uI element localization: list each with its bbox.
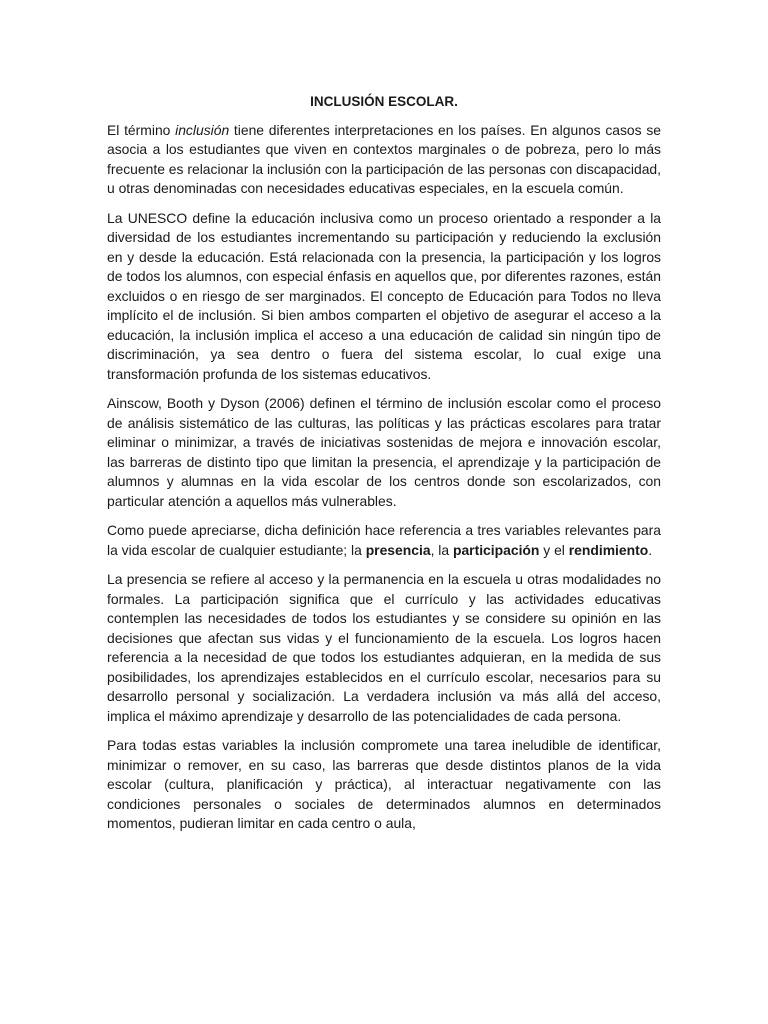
document-page <box>107 92 661 844</box>
paragraph-2: La UNESCO define la educación inclusiva como un proceso orientado a responder a la diversidad de los estudiantes incrementando su participación y reduciendo la exclusión en y desde la educación. Está relacionada con la presencia, la participación y los logros de todos los alumnos, con especial énfasis en aquellos que, por diferentes razones, están excluidos o en riesgo de ser marginados. El concepto de Educación para Todos no lleva implícito el de inclusión. Si bien ambos comparten el objetivo de asegurar el acceso a la educación, la inclusión implica el acceso a una educación de calidad sin ningún tipo de discriminación, ya sea dentro o fuera del sistema escolar, lo cual exige una transformación profunda de los sistemas educativos. <box>107 209 661 382</box>
paragraph-4-bold-presencia: presencia <box>365 541 431 558</box>
document-title: INCLUSIÓN ESCOLAR. <box>310 94 458 109</box>
paragraph-4 <box>107 521 661 560</box>
paragraph-4-text-c: , la <box>430 541 453 558</box>
paragraph-4-bold-rendimiento: rendimiento <box>568 541 649 558</box>
paragraph-4-bold-participacion: participación <box>452 541 540 558</box>
paragraph-1-italic-term: inclusión <box>175 121 230 138</box>
paragraph-4-text-a: Como puede apreciarse, dicha definición hace referencia a tres variables relevantes para la vida escolar de cualquier estudiante; la <box>107 522 661 558</box>
paragraph-4-text-e: y el <box>539 541 569 558</box>
paragraph-5: La presencia se refiere al acceso y la permanencia en la escuela u otras modalidades no formales. La participación significa que el currículo y las actividades educativas contemplen las necesidades de todos los estudiantes y se considere su opinión en las decisiones que afectan sus vidas y el funcionamiento de la escuela. Los logros hacen referencia a la necesidad de que todos los estudiantes adquieran, en la medida de sus posibilidades, los aprendizajes establecidos en el currículo escolar, necesarios para su desarrollo personal y socialización. La verdadera inclusión va más allá del acceso, implica el máximo aprendizaje y desarrollo de las potencialidades de cada persona. <box>107 571 661 724</box>
paragraph-1-text-a: El término <box>107 121 176 138</box>
paragraph-4-text-g: . <box>648 541 653 558</box>
paragraph-3: Ainscow, Booth y Dyson (2006) definen el término de inclusión escolar como el proceso de análisis sistemático de las culturas, las políticas y las prácticas escolares para tratar eliminar o minimizar, a través de iniciativas sostenidas de mejora e innovación escolar, las barreras de distinto tipo que limitan la presencia, el aprendizaje y la participación de alumnos y alumnas en la vida escolar de los centros donde son escolarizados, con particular atención a aquellos más vulnerables. <box>107 395 661 509</box>
paragraph-6: Para todas estas variables la inclusión compromete una tarea ineludible de identificar, minimizar o remover, en su caso, las barreras que desde distintos planos de la vida escolar (cultura, planificación y práctica), al interactuar negativamente con las condiciones personales o sociales de determinados alumnos en determinados momentos, pudieran limitar en cada centro o aula, <box>107 737 661 831</box>
paragraph-1 <box>107 121 661 199</box>
paragraph-1-text-c: tiene diferentes interpretaciones en los países. En algunos casos se asocia a los estudiantes que viven en contextos marginales o de pobreza, pero lo más frecuente es relacionar la inclusión con la participación de las personas con discapacidad, u otras denominadas con necesidades educativas especiales, en la escuela común. <box>107 121 661 196</box>
